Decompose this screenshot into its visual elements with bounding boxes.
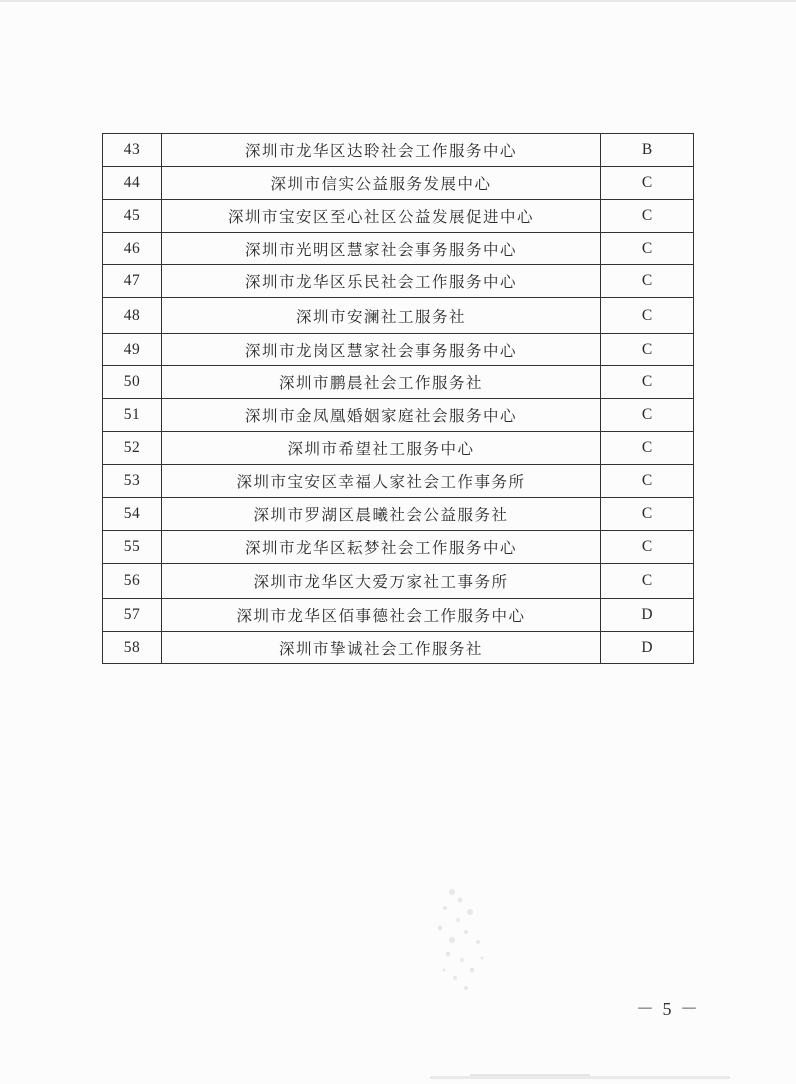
organization-name-cell: 深圳市金凤凰婚姻家庭社会服务中心 bbox=[162, 399, 601, 432]
rating-grade-cell: C bbox=[601, 233, 694, 265]
rating-grade-cell: C bbox=[601, 334, 694, 366]
table-row bbox=[103, 465, 694, 498]
scan-bottom-smudge bbox=[430, 1072, 730, 1082]
organization-name-cell: 深圳市挚诚社会工作服务社 bbox=[162, 632, 601, 664]
row-number-cell: 43 bbox=[103, 134, 162, 167]
organization-name-cell: 深圳市龙华区达聆社会工作服务中心 bbox=[162, 134, 601, 167]
table-row bbox=[103, 200, 694, 233]
organization-name-cell: 深圳市鹏晨社会工作服务社 bbox=[162, 366, 601, 399]
organization-name-cell: 深圳市龙华区佰事德社会工作服务中心 bbox=[162, 599, 601, 632]
row-number-cell: 50 bbox=[103, 366, 162, 399]
table-row bbox=[103, 298, 694, 334]
rating-grade-cell: C bbox=[601, 167, 694, 200]
organization-name-cell: 深圳市信实公益服务发展中心 bbox=[162, 167, 601, 200]
table-row bbox=[103, 632, 694, 664]
organization-name-cell: 深圳市安澜社工服务社 bbox=[162, 298, 601, 334]
row-number-cell: 56 bbox=[103, 564, 162, 599]
rating-grade-cell: C bbox=[601, 366, 694, 399]
row-number-cell: 55 bbox=[103, 531, 162, 564]
rating-grade-cell: D bbox=[601, 632, 694, 664]
organization-name-cell: 深圳市龙岗区慧家社会事务服务中心 bbox=[162, 334, 601, 366]
rating-grade-cell: C bbox=[601, 399, 694, 432]
organization-name-cell: 深圳市宝安区至心社区公益发展促进中心 bbox=[162, 200, 601, 233]
table-row bbox=[103, 233, 694, 265]
table-row bbox=[103, 366, 694, 399]
rating-grade-cell: C bbox=[601, 465, 694, 498]
row-number-cell: 52 bbox=[103, 432, 162, 465]
table-row bbox=[103, 334, 694, 366]
organization-name-cell: 深圳市龙华区耘梦社会工作服务中心 bbox=[162, 531, 601, 564]
row-number-cell: 46 bbox=[103, 233, 162, 265]
table-row bbox=[103, 599, 694, 632]
row-number-cell: 58 bbox=[103, 632, 162, 664]
rating-grade-cell: C bbox=[601, 265, 694, 298]
organization-name-cell: 深圳市龙华区乐民社会工作服务中心 bbox=[162, 265, 601, 298]
organization-name-cell: 深圳市希望社工服务中心 bbox=[162, 432, 601, 465]
row-number-cell: 57 bbox=[103, 599, 162, 632]
organization-name-cell: 深圳市龙华区大爱万家社工事务所 bbox=[162, 564, 601, 599]
rating-grade-cell: C bbox=[601, 432, 694, 465]
row-number-cell: 45 bbox=[103, 200, 162, 233]
rating-grade-cell: D bbox=[601, 599, 694, 632]
organization-name-cell: 深圳市宝安区幸福人家社会工作事务所 bbox=[162, 465, 601, 498]
rating-grade-cell: C bbox=[601, 200, 694, 233]
table-row bbox=[103, 531, 694, 564]
table-row bbox=[103, 432, 694, 465]
table-row bbox=[103, 134, 694, 167]
organization-name-cell: 深圳市光明区慧家社会事务服务中心 bbox=[162, 233, 601, 265]
rating-grade-cell: C bbox=[601, 498, 694, 531]
table-row bbox=[103, 265, 694, 298]
row-number-cell: 44 bbox=[103, 167, 162, 200]
row-number-cell: 51 bbox=[103, 399, 162, 432]
organization-name-cell: 深圳市罗湖区晨曦社会公益服务社 bbox=[162, 498, 601, 531]
faded-stamp-mark bbox=[400, 870, 520, 1010]
row-number-cell: 53 bbox=[103, 465, 162, 498]
row-number-cell: 47 bbox=[103, 265, 162, 298]
table-row bbox=[103, 564, 694, 599]
rating-grade-cell: B bbox=[601, 134, 694, 167]
rating-grade-cell: C bbox=[601, 531, 694, 564]
row-number-cell: 49 bbox=[103, 334, 162, 366]
scan-edge bbox=[0, 0, 796, 2]
row-number-cell: 54 bbox=[103, 498, 162, 531]
table-row bbox=[103, 498, 694, 531]
rating-grade-cell: C bbox=[601, 298, 694, 334]
organization-rating-table bbox=[102, 133, 694, 664]
row-number-cell: 48 bbox=[103, 298, 162, 334]
page-number: － 5 － bbox=[636, 999, 700, 1019]
table-body bbox=[103, 134, 694, 664]
table-row bbox=[103, 167, 694, 200]
table-row bbox=[103, 399, 694, 432]
rating-grade-cell: C bbox=[601, 564, 694, 599]
